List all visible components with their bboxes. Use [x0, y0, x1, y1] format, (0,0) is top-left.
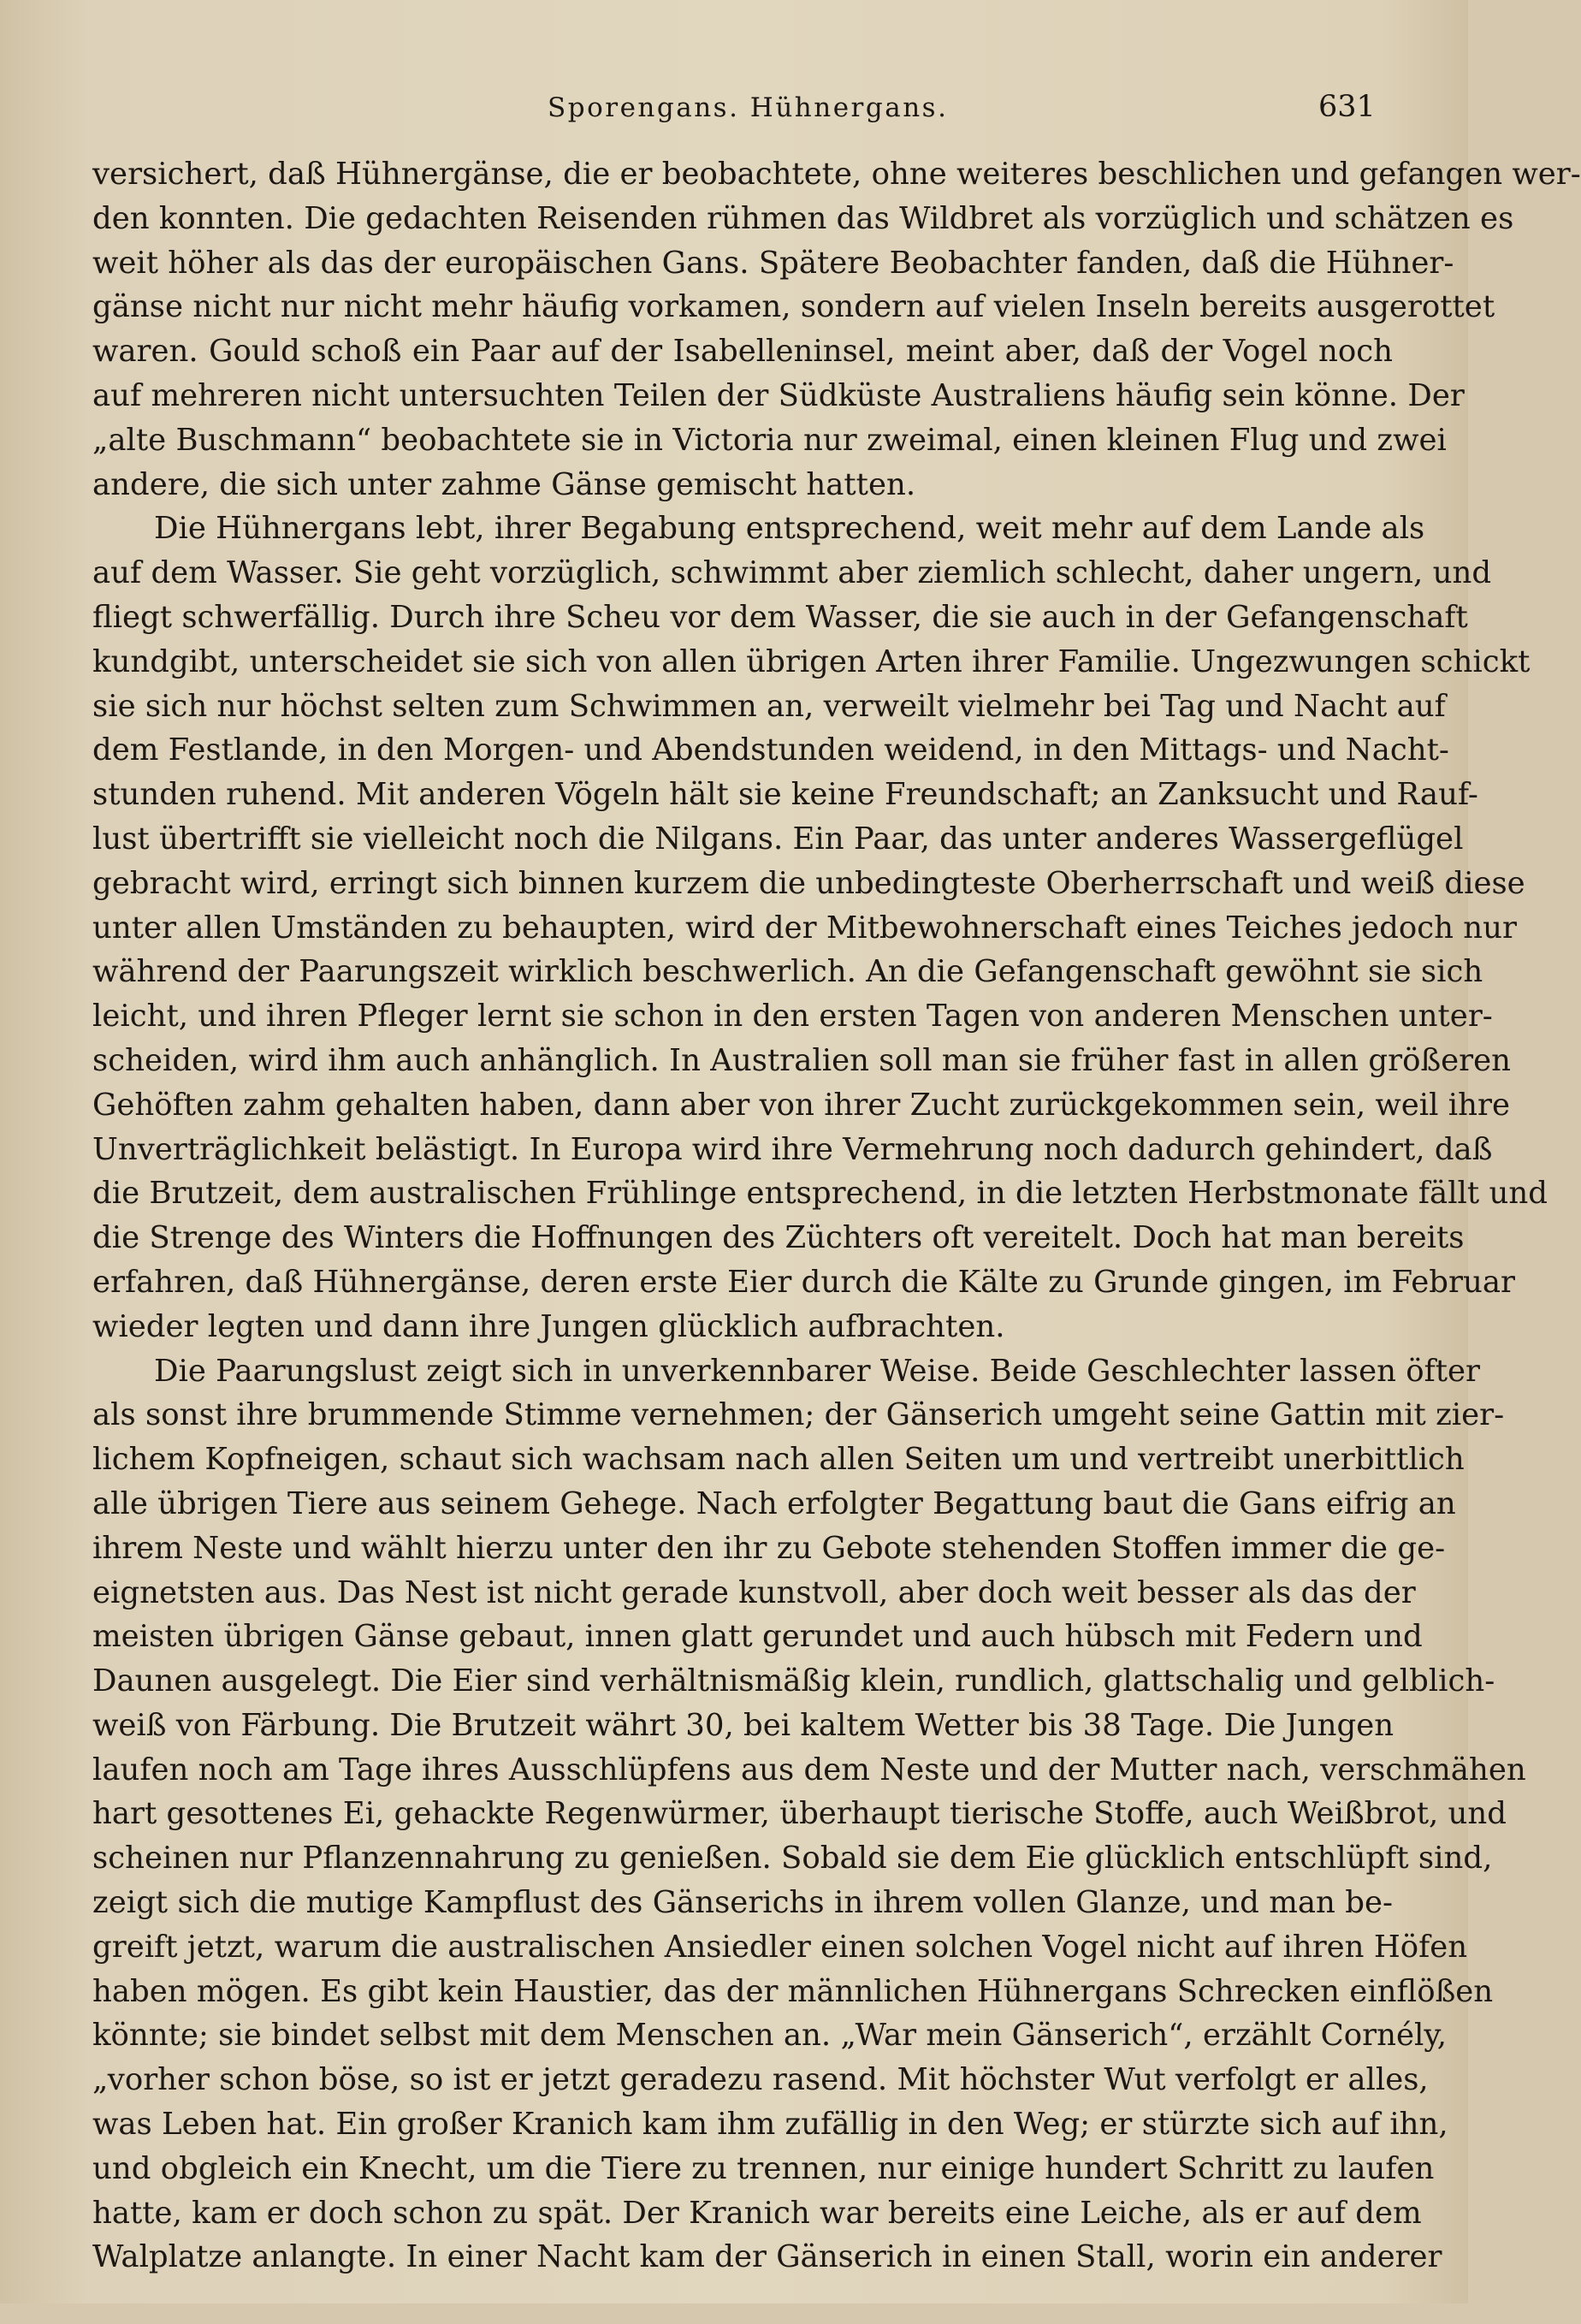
- text-line: „vorher schon böse, so ist er jetzt geradezu rasend. Mit höchster Wut verfolgt er alles,: [92, 2062, 1429, 2098]
- text-line: scheinen nur Pflanzennahrung zu genießen. Sobald sie dem Eie glücklich entschlüpft sind,: [92, 1841, 1493, 1876]
- text-line: Gehöften zahm gehalten haben, dann aber von ihrer Zucht zurückgekommen sein, weil ihre: [92, 1087, 1510, 1123]
- text-line: „alte Buschmann“ beobachtete sie in Victoria nur zweimal, einen kleinen Flug und zwei: [92, 422, 1447, 458]
- running-head: [0, 84, 1468, 135]
- text-line: erfahren, daß Hühnergänse, deren erste Eier durch die Kälte zu Grunde gingen, im Februar: [92, 1264, 1515, 1300]
- text-line: laufen noch am Tage ihres Ausschlüpfens aus dem Neste und der Mutter nach, verschmähen: [92, 1752, 1526, 1787]
- text-line: Die Hühnergans lebt, ihrer Begabung entsprechend, weit mehr auf dem Lande als: [154, 511, 1425, 547]
- text-line: waren. Gould schoß ein Paar auf der Isabelleninsel, meint aber, daß der Vogel noch: [92, 334, 1393, 370]
- text-line: was Leben hat. Ein großer Kranich kam ihm zufällig in den Weg; er stürzte sich auf ihn,: [92, 2107, 1448, 2143]
- text-line: die Brutzeit, dem australischen Frühlinge entsprechend, in die letzten Herbstmonate fällt und: [92, 1176, 1548, 1212]
- page-number: 631: [1318, 90, 1376, 124]
- text-line: leicht, und ihren Pfleger lernt sie schon in den ersten Tagen von anderen Menschen unter-: [92, 999, 1493, 1035]
- text-line: ihrem Neste und wählt hierzu unter den ihr zu Gebote stehenden Stoffen immer die ge-: [92, 1530, 1446, 1566]
- text-line: haben mögen. Es gibt kein Haustier, das der männlichen Hühnergans Schrecken einflößen: [92, 1973, 1494, 2009]
- text-line: gebracht wird, erringt sich binnen kurzem die unbedingteste Oberherrschaft und weiß diese: [92, 865, 1525, 901]
- text-line: hart gesottenes Ei, gehackte Regenwürmer, überhaupt tierische Stoffe, auch Weißbrot, und: [92, 1796, 1507, 1832]
- text-line: sie sich nur höchst selten zum Schwimmen an, verweilt vielmehr bei Tag und Nacht auf: [92, 688, 1446, 724]
- text-line: kundgibt, unterscheidet sie sich von allen übrigen Arten ihrer Familie. Ungezwungen schickt: [92, 643, 1531, 679]
- text-line: als sonst ihre brummende Stimme vernehmen; der Gänserich umgeht seine Gattin mit zier-: [92, 1397, 1505, 1433]
- text-line: scheiden, wird ihm auch anhänglich. In Australien soll man sie früher fast in allen größeren: [92, 1042, 1512, 1078]
- text-line: stunden ruhend. Mit anderen Vögeln hält sie keine Freundschaft; an Zanksucht und Rauf-: [92, 777, 1478, 813]
- text-line: hatte, kam er doch schon zu spät. Der Kranich war bereits eine Leiche, als er auf dem: [92, 2195, 1422, 2231]
- text-line: auf mehreren nicht untersuchten Teilen der Südküste Australiens häufig sein könne. Der: [92, 377, 1465, 413]
- text-line: lust übertrifft sie vielleicht noch die Nilgans. Ein Paar, das unter anderes Wassergeflügel: [92, 821, 1464, 857]
- text-line: meisten übrigen Gänse gebaut, innen glatt gerundet und auch hübsch mit Federn und: [92, 1619, 1423, 1655]
- text-line: Walplatze anlangte. In einer Nacht kam der Gänserich in einen Stall, worin ein anderer: [92, 2239, 1442, 2275]
- text-line: wieder legten und dann ihre Jungen glücklich aufbrachten.: [92, 1308, 1005, 1344]
- text-line: weiß von Färbung. Die Brutzeit währt 30, bei kaltem Wetter bis 38 Tage. Die Jungen: [92, 1707, 1394, 1743]
- body-text: [92, 152, 1581, 2324]
- text-line: alle übrigen Tiere aus seinem Gehege. Nach erfolgter Begattung baut die Gans eifrig an: [92, 1485, 1456, 1521]
- text-line: gänse nicht nur nicht mehr häufig vorkamen, sondern auf vielen Inseln bereits ausgerottet: [92, 289, 1495, 325]
- text-line: Unverträglichkeit belästigt. In Europa wird ihre Vermehrung noch dadurch gehindert, daß: [92, 1131, 1493, 1167]
- text-line: andere, die sich unter zahme Gänse gemischt hatten.: [92, 466, 916, 502]
- text-line: greift jetzt, warum die australischen Ansiedler einen solchen Vogel nicht auf ihren Höfen: [92, 1929, 1468, 1965]
- text-line: die Strenge des Winters die Hoffnungen des Züchters oft vereitelt. Doch hat man bereits: [92, 1220, 1465, 1256]
- text-line: Daunen ausgelegt. Die Eier sind verhältnismäßig klein, rundlich, glattschalig und gelblich-: [92, 1663, 1495, 1699]
- text-line: lichem Kopfneigen, schaut sich wachsam nach allen Seiten um und vertreibt unerbittlich: [92, 1442, 1465, 1478]
- text-line: und obgleich ein Knecht, um die Tiere zu trennen, nur einige hundert Schritt zu laufen: [92, 2150, 1435, 2186]
- text-line: Die Paarungslust zeigt sich in unverkennbarer Weise. Beide Geschlechter lassen öfter: [154, 1353, 1480, 1389]
- running-title: Sporengans. Hühnergans.: [548, 92, 949, 123]
- text-line: auf dem Wasser. Sie geht vorzüglich, schwimmt aber ziemlich schlecht, daher ungern, und: [92, 555, 1492, 591]
- text-line: den konnten. Die gedachten Reisenden rühmen das Wildbret als vorzüglich und schätzen es: [92, 200, 1514, 236]
- text-line: zeigt sich die mutige Kampflust des Gänserichs in ihrem vollen Glanze, und man be-: [92, 1885, 1393, 1921]
- text-line: eignetsten aus. Das Nest ist nicht gerade kunstvoll, aber doch weit besser als das der: [92, 1574, 1416, 1610]
- text-line: [92, 2280, 1393, 2324]
- text-line: dem Festlande, in den Morgen- und Abendstunden weidend, in den Mittags- und Nacht-: [92, 732, 1449, 768]
- text-line: versichert, daß Hühnergänse, die er beobachtete, ohne weiteres beschlichen und gefangen wer-: [92, 157, 1581, 192]
- text-line: unter allen Umständen zu behaupten, wird der Mitbewohnerschaft eines Teiches jedoch nur: [92, 910, 1517, 946]
- text-line: während der Paarungszeit wirklich beschwerlich. An die Gefangenschaft gewöhnt sie sich: [92, 954, 1483, 990]
- text-line: fliegt schwerfällig. Durch ihre Scheu vor dem Wasser, die sie auch in der Gefangenschaft: [92, 599, 1468, 635]
- text-line: könnte; sie bindet selbst mit dem Menschen an. „War mein Gänserich“, erzählt Cornély,: [92, 2018, 1447, 2054]
- text-line: weit höher als das der europäischen Gans. Spätere Beobachter fanden, daß die Hühner-: [92, 245, 1454, 281]
